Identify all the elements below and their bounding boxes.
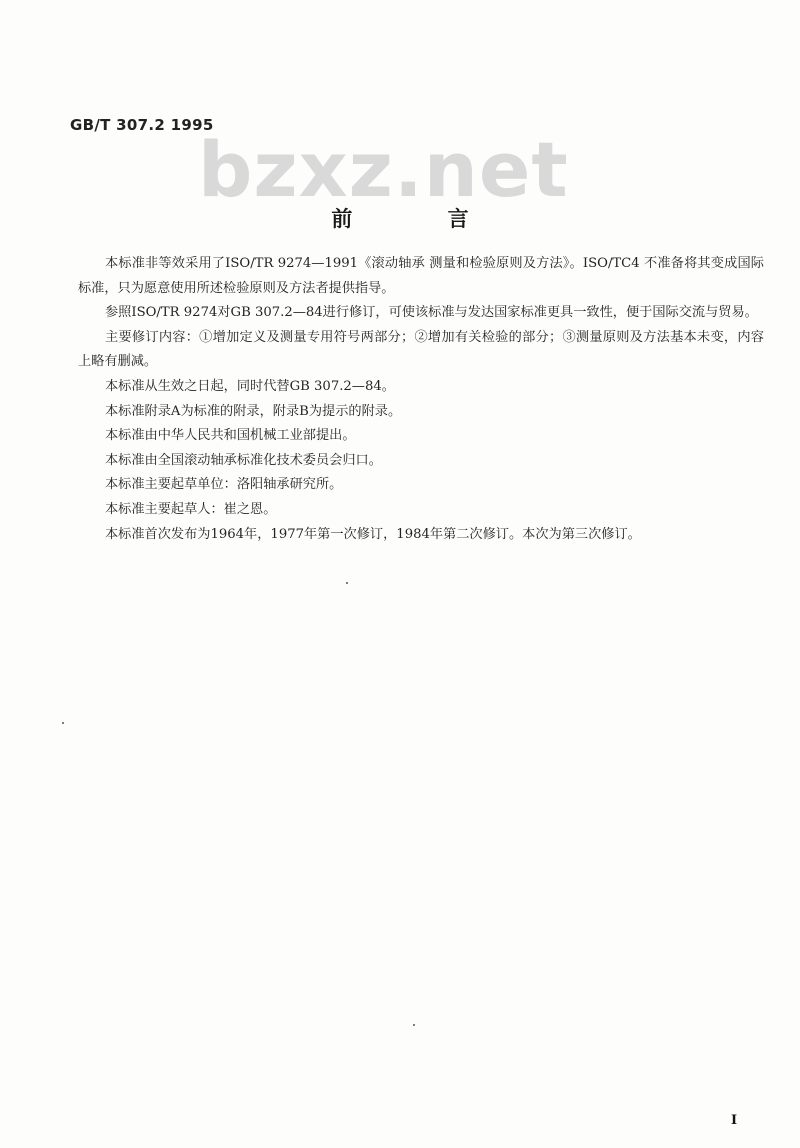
page-number: I — [731, 1113, 738, 1128]
paragraph-drafting-unit: 本标准主要起草单位：洛阳轴承研究所。 — [105, 477, 343, 493]
paragraph-proposer: 本标准由中华人民共和国机械工业部提出。 — [105, 428, 356, 444]
page-title: 前 言 — [331, 207, 513, 231]
paragraph-replacement: 本标准从生效之日起，同时代替GB 307.2—84。 — [105, 378, 395, 394]
scan-speck — [346, 582, 348, 584]
scan-speck — [62, 722, 64, 724]
paragraph-appendices: 本标准附录A为标准的附录，附录B为提示的附录。 — [105, 403, 402, 419]
scan-speck — [413, 1024, 415, 1026]
standard-code: GB/T 307.2 1995 — [70, 116, 214, 134]
paragraph-main-changes: 主要修订内容：①增加定义及测量专用符号两部分；②增加有关检验的部分；③测量原则及方法基本未变，内容上略有删减。 — [78, 329, 764, 370]
paragraph-committee: 本标准由全国滚动轴承标准化技术委员会归口。 — [105, 452, 382, 468]
foreword-body — [78, 252, 764, 547]
paragraph-history: 本标准首次发布为1964年，1977年第一次修订，1984年第二次修订。本次为第三次修订。 — [105, 526, 641, 542]
paragraph-drafter: 本标准主要起草人：崔之恩。 — [105, 501, 277, 517]
paragraph-adoption: 本标准非等效采用了ISO/TR 9274—1991《滚动轴承 测量和检验原则及方法》。ISO/TC4 不准备将其变成国际标准，只为愿意使用所述检验原则及方法者提供指导。 — [78, 256, 764, 296]
paragraph-revision-basis: 参照ISO/TR 9274对GB 307.2—84进行修订，可使该标准与发达国家标准更具一致性，便于国际交流与贸易。 — [105, 305, 758, 321]
site-watermark: bzxz.net — [198, 125, 569, 214]
